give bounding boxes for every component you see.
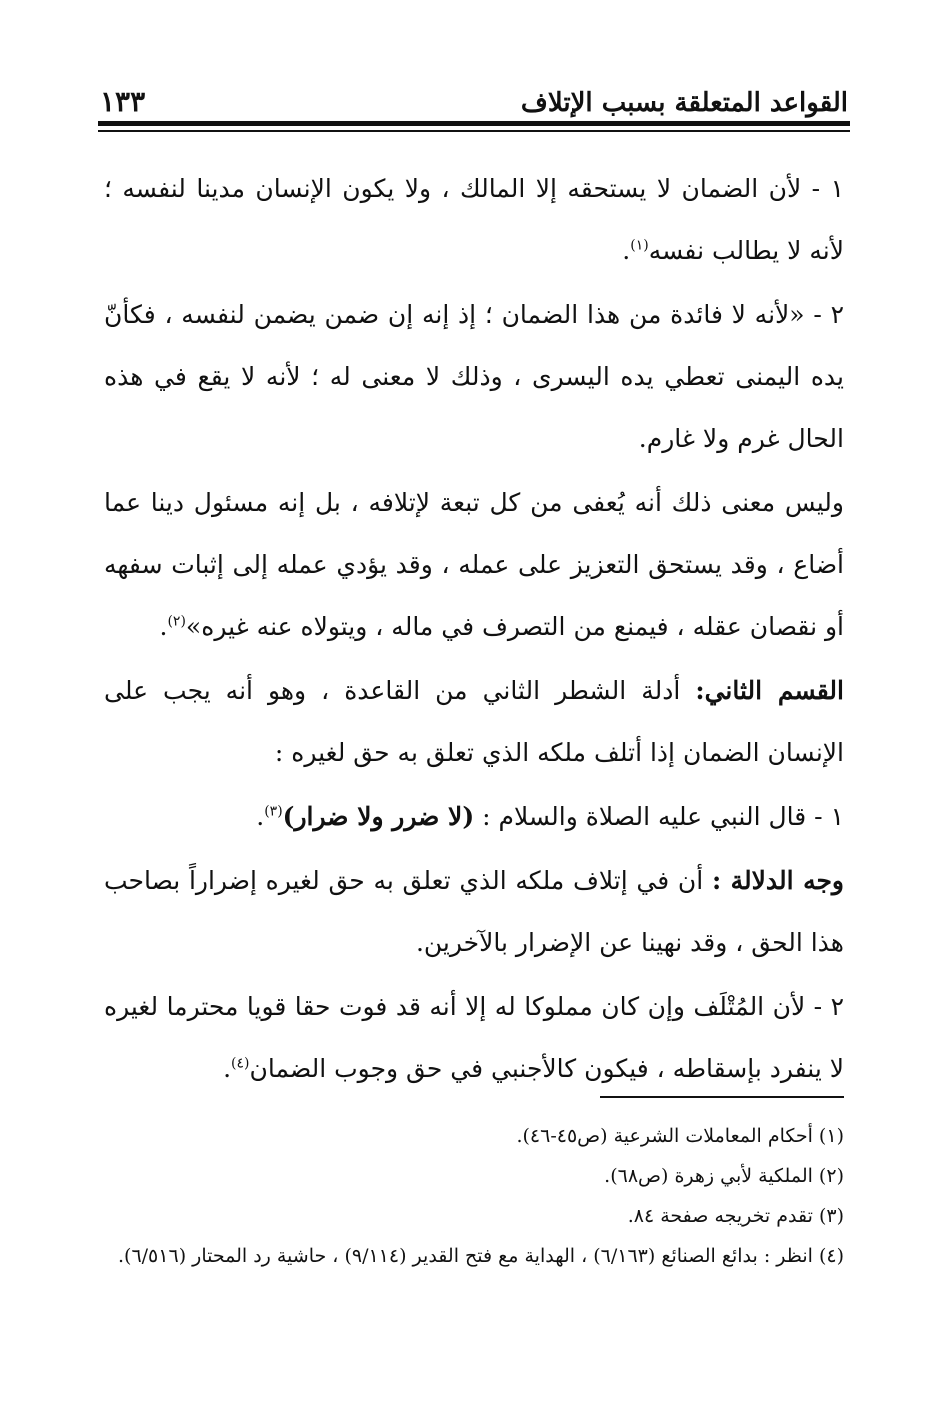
paragraph-3	[104, 472, 844, 658]
paragraph-text: ٢ - لأن المُتْلَف وإن كان مملوكا له إلا أنه قد فوت حقا قويا محترما لغيره لا ينفرد بإسقاطه ، فيكون كالأجنبي في حق وجوب الضمان	[104, 992, 844, 1083]
section-label: القسم الثاني:	[695, 676, 844, 705]
paragraph-text: أدلة الشطر الثاني من القاعدة ، وهو أنه يجب على الإنسان الضمان إذا أتلف ملكه الذي تعلق به حق لغيره :	[104, 676, 844, 767]
paragraph-text: ٢ - «لأنه لا فائدة من هذا الضمان ؛ إذ إنه إن ضمن يضمن لنفسه ، فكأنّ يده اليمنى تعطي يده اليسرى ، وذلك لا معنى له ؛ لأنه لا يقع في هذه الحال غرم ولا غارم.	[104, 300, 844, 453]
footnote-1: (١) أحكام المعاملات الشرعية (ص٤٥-٤٦).	[516, 1125, 844, 1147]
paragraph-2	[104, 284, 844, 470]
section-label: وجه الدلالة :	[711, 866, 845, 895]
paragraph-1	[104, 158, 844, 282]
paragraph-6	[104, 850, 844, 974]
page-number: ١٣٣	[100, 85, 146, 118]
paragraph-4	[104, 660, 844, 784]
hadith-quote: (لا ضرر ولا ضرار)	[282, 802, 475, 831]
footnote-ref-3: (٣)	[264, 803, 283, 820]
footnote-2: (٢) الملكية لأبي زهرة (ص٦٨).	[604, 1165, 844, 1187]
paragraph-end: .	[622, 236, 631, 265]
footnotes	[104, 1116, 844, 1276]
header-rule-thin	[98, 130, 850, 132]
footnote-ref-2: (٢)	[167, 613, 186, 630]
running-title: القواعد المتعلقة بسبب الإتلاف	[520, 88, 848, 118]
footnote-ref-1: (١)	[630, 237, 649, 254]
footnote-separator	[600, 1096, 844, 1098]
paragraph-text: ١ - لأن الضمان لا يستحقه إلا المالك ، ولا يكون الإنسان مدينا لنفسه ؛ لأنه لا يطالب نفسه	[104, 174, 844, 265]
paragraph-text: وليس معنى ذلك أنه يُعفى من كل تبعة لإتلافه ، بل إنه مسئول دينا عما أضاع ، وقد يستحق التعزيز على عمله ، وقد يؤدي عمله إلى إثبات سفهه أو نقصان عقله ، فيمنع من التصرف في ماله ، ويتولاه عنه غيره»	[104, 488, 844, 641]
paragraph-7	[104, 976, 844, 1100]
page-header	[100, 74, 848, 118]
paragraph-end: .	[159, 612, 168, 641]
paragraph-5	[104, 786, 844, 848]
footnote-3: (٣) تقدم تخريجه صفحة ٨٤.	[627, 1205, 844, 1227]
header-rule-thick	[98, 121, 850, 126]
paragraph-end: .	[223, 1054, 232, 1083]
body-text	[104, 158, 844, 1102]
paragraph-text: ١ - قال النبي عليه الصلاة والسلام :	[474, 802, 844, 831]
paragraph-text: أن في إتلاف ملكه الذي تعلق به حق لغيره إضراراً بصاحب هذا الحق ، وقد نهينا عن الإضرار بالآخرين.	[104, 866, 844, 957]
footnote-4: (٤) انظر : بدائع الصنائع (٦/١٦٣) ، الهداية مع فتح القدير (٩/١١٤) ، حاشية رد المحتار (٦/٥١٦).	[118, 1245, 844, 1267]
footnote-ref-4: (٤)	[231, 1055, 250, 1072]
paragraph-end: .	[256, 802, 265, 831]
